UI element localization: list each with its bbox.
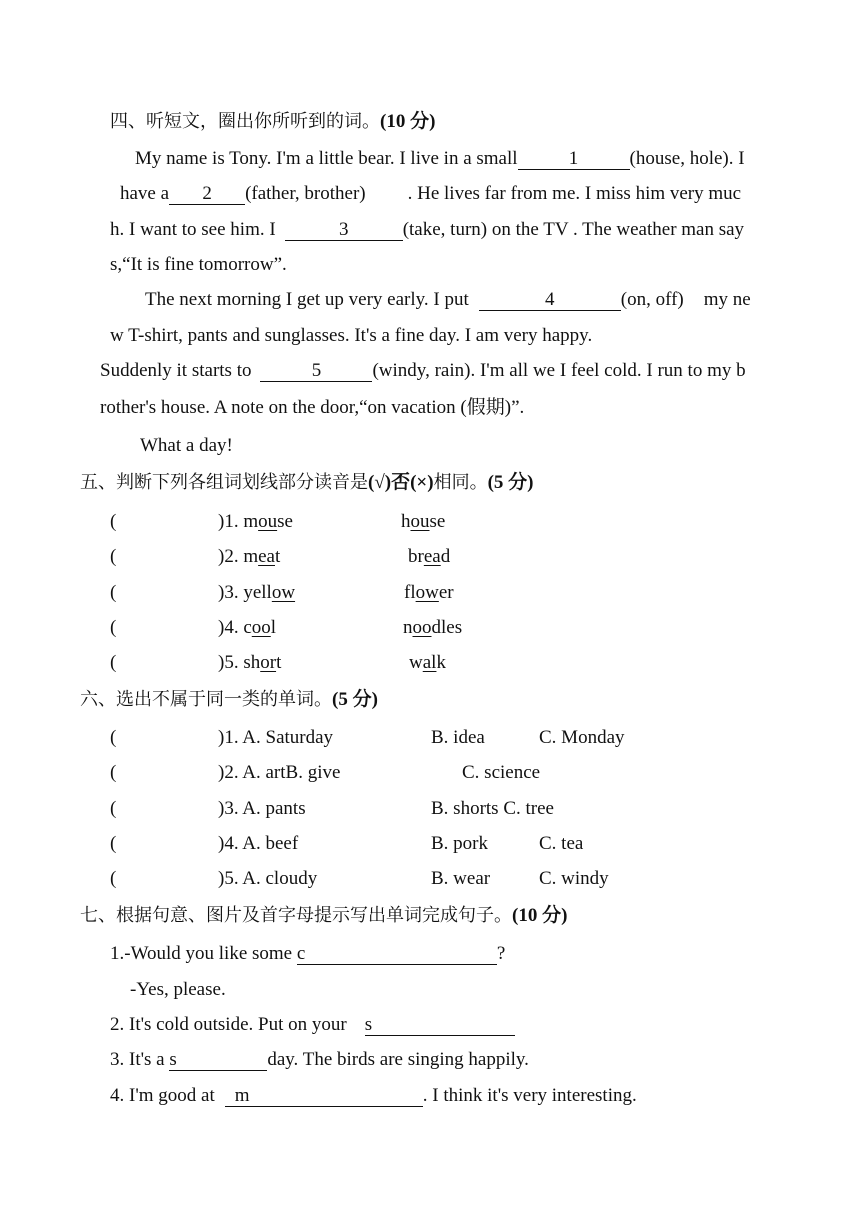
option-c: C. science: [462, 762, 541, 783]
passage-text: have a: [120, 183, 170, 204]
word-part: w: [409, 652, 423, 673]
question-2: [110, 1013, 515, 1037]
section6-heading-text: 六、选出不属于同一类的单词。: [80, 689, 332, 710]
word-part: se: [429, 511, 446, 532]
passage-text: h. I want to see him. I: [110, 219, 276, 240]
option-a: )4. A. beef: [218, 833, 299, 854]
passage-line-8: rother's house. A note on the door,“on vacation (假期)”.: [100, 397, 525, 418]
answer-paren: (: [110, 798, 117, 819]
item-number-text: )1.: [218, 511, 244, 532]
compare-word: [401, 510, 445, 534]
answer-paren: (: [110, 833, 117, 854]
option-b: B. idea: [431, 727, 485, 748]
passage-line-1: [135, 147, 745, 171]
passage-text: (take, turn) on the TV . The weather man say: [402, 219, 745, 240]
option-b: B. pork: [431, 833, 488, 854]
answer-paren: (: [110, 511, 117, 532]
passage-line-7: [100, 359, 746, 383]
word-part: h: [401, 511, 411, 532]
underlined-letters: ou: [410, 511, 430, 532]
answer-paren: (: [110, 582, 117, 603]
question-text: ?: [496, 943, 506, 964]
answer-blank-4[interactable]: [225, 1086, 423, 1107]
word-part: c: [243, 617, 252, 638]
item-number-text: )5.: [218, 652, 244, 673]
question-text: 3. It's a: [110, 1049, 170, 1070]
question-3: [110, 1048, 529, 1072]
word-part: br: [408, 546, 424, 567]
option-a: )5. A. cloudy: [218, 868, 318, 889]
passage-line-9: What a day!: [140, 435, 233, 456]
answer-paren: (: [110, 652, 117, 673]
section5-heading-text: 五、判断下列各组词划线部分读音是: [80, 472, 368, 493]
section7-heading: [80, 904, 567, 928]
answer-paren: (: [110, 617, 117, 638]
answer-paren: (: [110, 546, 117, 567]
underlined-letters: ea: [258, 546, 275, 567]
compare-word: [403, 616, 462, 640]
answer-blank-2[interactable]: [365, 1015, 515, 1036]
question-text: 2. It's cold outside. Put on your: [110, 1014, 347, 1035]
item-number: [218, 651, 281, 675]
underlined-letters: ea: [423, 546, 441, 567]
section4-heading-score: (10 分): [380, 111, 436, 132]
compare-word: [404, 581, 454, 605]
word-part: fl: [404, 582, 416, 603]
underlined-letters: al: [422, 652, 437, 673]
question-4: [110, 1084, 637, 1108]
underlined-letters: ou: [258, 511, 278, 532]
word-part: d: [440, 546, 451, 567]
passage-line-5: [145, 288, 751, 312]
passage-text: My name is Tony. I'm a little bear. I live in a small: [135, 148, 518, 169]
section5-heading-mark: (√)否(×): [368, 472, 434, 493]
question-1: [110, 942, 505, 966]
answer-paren: (: [110, 727, 117, 748]
option-a: )3. A. pants: [218, 798, 306, 819]
passage-text: (on, off): [620, 289, 684, 310]
passage-text: (windy, rain). I'm all we I feel cold. I run to my b: [372, 360, 746, 381]
word-part: l: [270, 617, 277, 638]
word-part: k: [436, 652, 446, 673]
word-part: m: [243, 546, 259, 567]
answer-paren: (: [110, 868, 117, 889]
word-part: n: [403, 617, 413, 638]
underlined-letters: oo: [251, 617, 271, 638]
passage-line-3: [110, 218, 744, 242]
passage-text: Suddenly it starts to: [100, 360, 252, 381]
section6-heading: [80, 688, 378, 712]
item-number: [218, 510, 293, 534]
section6-heading-score: (5 分): [332, 689, 378, 710]
compare-word: [409, 651, 446, 675]
passage-text: The next morning I get up very early. I put: [145, 289, 469, 310]
option-c: C. tea: [539, 833, 584, 854]
passage-text: (house, hole). I: [629, 148, 745, 169]
section7-heading-score: (10 分): [512, 905, 568, 926]
answer-paren: (: [110, 762, 117, 783]
item-number-text: )2.: [218, 546, 244, 567]
item-number: [218, 581, 295, 605]
question-1-reply: -Yes, please.: [130, 979, 226, 1000]
section4-heading-text: 四、听短文，圈出你所听到的词。: [110, 111, 380, 132]
item-number-text: )4.: [218, 617, 244, 638]
passage-text: . He lives far from me. I miss him very muc: [407, 183, 742, 204]
passage-line-6: w T-shirt, pants and sunglasses. It's a fine day. I am very happy.: [110, 325, 593, 346]
underlined-letters: or: [260, 652, 277, 673]
word-part: t: [276, 652, 282, 673]
hint-letter: m: [234, 1085, 250, 1106]
underlined-letters: oo: [412, 617, 432, 638]
option-b: B. shorts C. tree: [431, 798, 554, 819]
compare-word: [408, 545, 450, 569]
option-b: B. wear: [431, 868, 491, 889]
blank-5: 5: [260, 361, 372, 382]
word-part: dles: [431, 617, 463, 638]
question-text: 4. I'm good at: [110, 1085, 215, 1106]
blank-2: 2: [169, 184, 245, 205]
option-a: )2. A. artB. give: [218, 762, 341, 783]
blank-4: 4: [479, 290, 621, 311]
hint-letter: c: [296, 943, 306, 964]
option-c: C. Monday: [539, 727, 625, 748]
word-part: se: [277, 511, 293, 532]
hint-letter: s: [364, 1014, 373, 1035]
blank-3: 3: [285, 220, 403, 241]
option-c: C. windy: [539, 868, 609, 889]
hint-letter: s: [169, 1049, 177, 1070]
question-text: 1.-Would you like some: [110, 943, 297, 964]
section5-heading: [80, 471, 533, 495]
passage-line-2: [120, 182, 741, 206]
word-part: er: [438, 582, 454, 603]
underlined-letters: ow: [271, 582, 296, 603]
section7-heading-text: 七、根据句意、图片及首字母提示写出单词完成句子。: [80, 905, 512, 926]
blank-1: 1: [518, 149, 630, 170]
item-number-text: )3.: [218, 582, 244, 603]
passage-line-4: s,“It is fine tomorrow”.: [110, 254, 287, 275]
option-a: )1. A. Saturday: [218, 727, 334, 748]
word-part: sh: [243, 652, 261, 673]
answer-blank-1[interactable]: [297, 944, 497, 965]
item-number: [218, 545, 280, 569]
question-text: . I think it's very interesting.: [422, 1085, 637, 1106]
section4-heading: [110, 110, 435, 134]
section5-heading-text: 相同。: [433, 472, 488, 493]
question-text: day. The birds are singing happily.: [267, 1049, 529, 1070]
item-number: [218, 616, 276, 640]
passage-text: (father, brother): [245, 183, 366, 204]
underlined-letters: ow: [415, 582, 439, 603]
passage-text: my ne: [703, 289, 751, 310]
section5-heading-score: (5 分): [487, 472, 534, 493]
answer-blank-3[interactable]: [169, 1050, 267, 1071]
word-part: m: [243, 511, 259, 532]
word-part: yell: [243, 582, 272, 603]
word-part: t: [274, 546, 281, 567]
